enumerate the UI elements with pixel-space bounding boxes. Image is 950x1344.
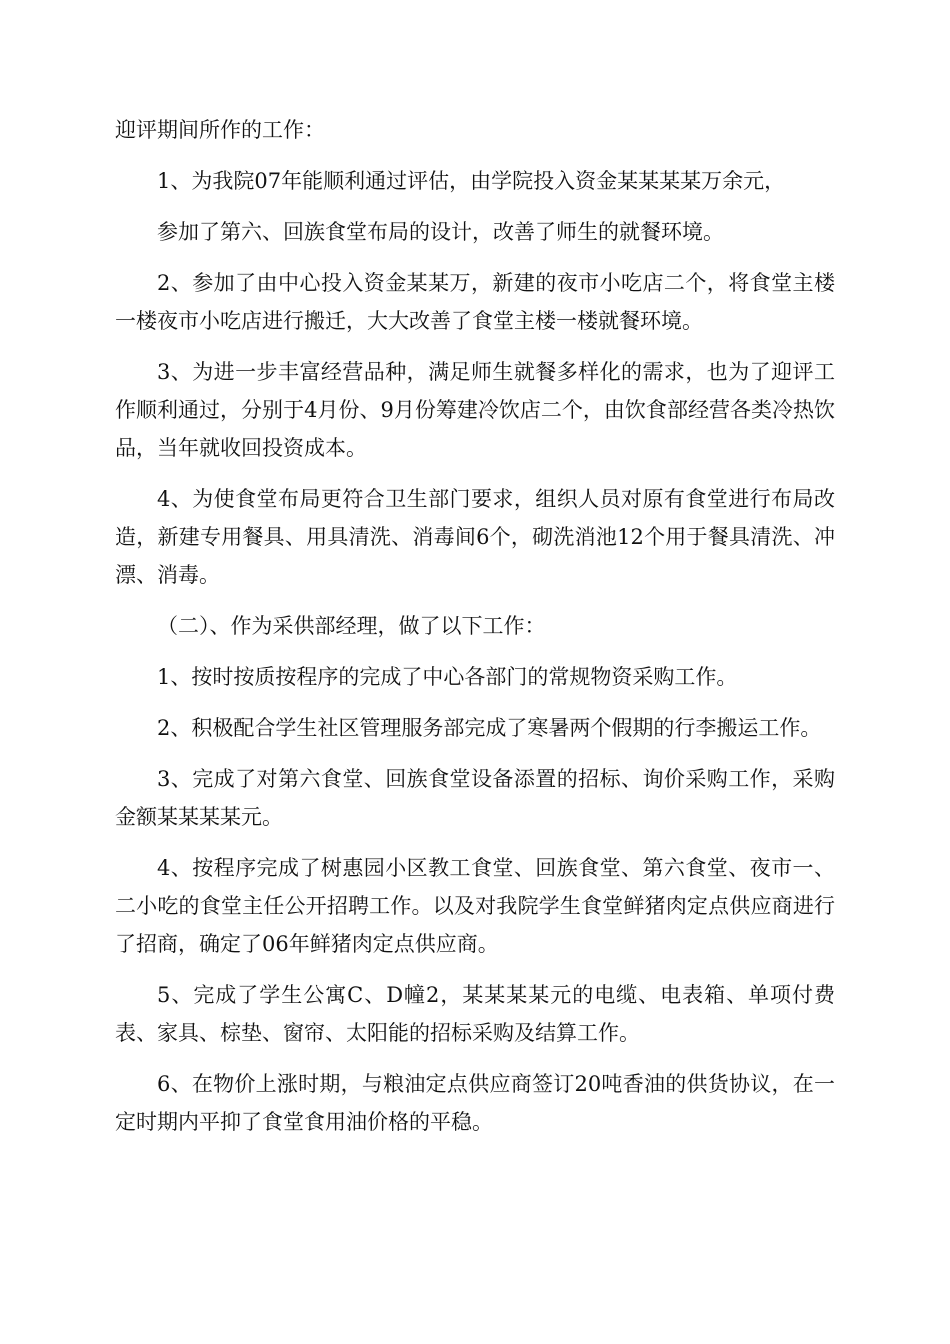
paragraph-item-2: 2、参加了由中心投入资金某某万，新建的夜市小吃店二个，将食堂主楼一楼夜市小吃店进行搬迁，大大改善了食堂主楼一楼就餐环境。 (115, 271, 835, 333)
paragraph-procure-3: 3、完成了对第六食堂、回族食堂设备添置的招标、询价采购工作，采购金额某某某某元。 (115, 767, 835, 829)
section-heading-2: （二）、作为采供部经理，做了以下工作： (157, 614, 546, 638)
paragraph-procure-1: 1、按时按质按程序的完成了中心各部门的常规物资采购工作。 (157, 665, 738, 689)
paragraph-procure-4: 4、按程序完成了树惠园小区教工食堂、回族食堂、第六食堂、夜市一、二小吃的食堂主任公开招聘工作。以及对我院学生食堂鲜猪肉定点供应商进行了招商，确定了06年鲜猪肉定点供应商。 (115, 856, 835, 956)
paragraph-item-1-cont: 参加了第六、回族食堂布局的设计，改善了师生的就餐环境。 (157, 220, 724, 244)
paragraph-item-1: 1、为我院07年能顺利通过评估，由学院投入资金某某某某万余元， (157, 169, 786, 193)
document-body (115, 111, 835, 1154)
paragraph-intro: 迎评期间所作的工作： (115, 118, 325, 142)
paragraph-item-3: 3、为进一步丰富经营品种，满足师生就餐多样化的需求，也为了迎评工作顺利通过，分别于4月份、9月份筹建冷饮店二个，由饮食部经营各类冷热饮品，当年就收回投资成本。 (115, 360, 835, 460)
paragraph-procure-6: 6、在物价上涨时期，与粮油定点供应商签订20吨香油的供货协议，在一定时期内平抑了食堂食用油价格的平稳。 (115, 1072, 835, 1134)
paragraph-procure-5: 5、完成了学生公寓C、D幢2，某某某某元的电缆、电表箱、单项付费表、家具、棕垫、窗帘、太阳能的招标采购及结算工作。 (115, 983, 835, 1045)
paragraph-procure-2: 2、积极配合学生社区管理服务部完成了寒暑两个假期的行李搬运工作。 (157, 716, 822, 740)
paragraph-item-4: 4、为使食堂布局更符合卫生部门要求，组织人员对原有食堂进行布局改造，新建专用餐具、用具清洗、消毒间6个，砌洗消池12个用于餐具清洗、冲漂、消毒。 (115, 487, 835, 587)
